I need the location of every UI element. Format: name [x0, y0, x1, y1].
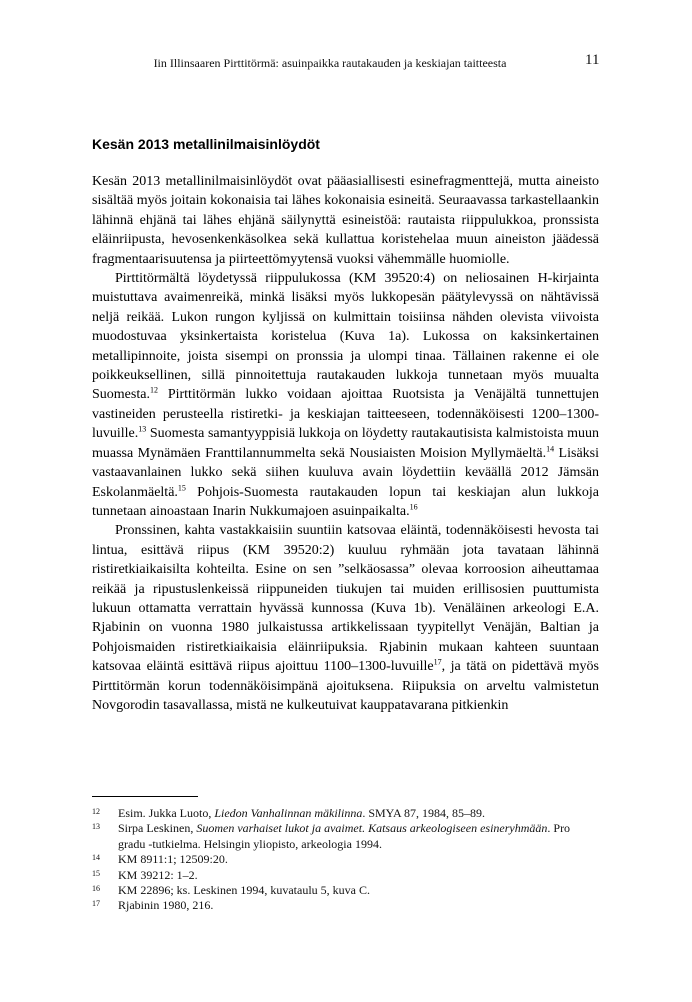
paragraph-2-text-c: Suomesta samantyyppisiä lukkoja on löydetty rautakautisista kalmistoista muun muassa Mynämäen Franttilannummelta sekä Nousiaisten Moision Myllymäeltä. [92, 426, 599, 461]
footnote-12 [92, 806, 600, 821]
footnote-14 [92, 852, 600, 867]
footnote-13 [92, 821, 600, 852]
paragraph-3-text-b: , ja tätä on pidettävä myös Pirttitörmän korun todennäköisimpänä ajoituksena. Riipuksia on arveltu valmistetun Novgorodin tasavallassa, mistä ne kulkeutuivat kauppatavarana pitkienkin [92, 659, 599, 713]
footnote-text: KM 8911:1; 12509:20. [118, 852, 228, 867]
footnote-text [118, 806, 600, 821]
footnote-title-italic: Suomen varhaiset lukot ja avaimet. Katsaus arkeologiseen esineryhmään [196, 821, 548, 836]
footnote-number: 14 [92, 853, 100, 863]
paragraph-2-text-e: Pohjois-Suomesta rautakauden lopun tai keskiajan alun lukkoja tunnetaan ainoastaan Inarin Nukkumajoen asuinpaikalta. [92, 484, 599, 519]
footnote-ref-12[interactable]: 12 [149, 385, 158, 395]
footnote-ref-16[interactable]: 16 [409, 502, 418, 512]
footnote-15 [92, 868, 600, 883]
footnote-17 [92, 898, 600, 913]
footnote-number: 15 [92, 868, 100, 878]
section-heading: Kesän 2013 metallinilmaisinlöydöt [92, 136, 320, 152]
footnote-ref-14[interactable]: 14 [546, 444, 555, 454]
paragraph-1: Kesän 2013 metallinilmaisinlöydöt ovat pääasiallisesti esinefragmenttejä, mutta aineisto sisältää myös joitain kokonaisia tai lähes kokonaisia esineitä. Seuraavassa tarkastellaankin lähinnä ehjänä tai lähes ehjänä säilynyttä esineistöä: rautaista riippulukkoa, pronssista eläinriipusta, hevosenkenkäsolkea sekä kullattua koristehelaa muun aineiston jäädessä fragmentaarisuutensa ja piirteettömyytensä vuoksi vähemmälle huomiolle. [92, 174, 599, 267]
paragraph-3-text-a: Pronssinen, kahta vastakkaisiin suuntiin katsovaa eläintä, todennäköisesti hevosta tai lintua, esittävä riipus (KM 39520:2) kuuluu ryhmään jota tavataan lähinnä ristiretkiaikaisilta kohteilta. Esine on sen ”selkäosassa” olevaa korroosion aiheuttamaa reikää ja ripustuslenkeissä riippuneiden tiukujen tai muiden erillisosien puuttumista lukuun ottamatta verrattain hyvässä kunnossa (Kuva 1b). Venäläinen arkeologi E.A. Rjabinin on vuonna 1980 julkaistussa artikkelissaan tyypitellyt Venäjän, Baltian ja Pohjoismaiden ristiretkiaikaisia eläinriipuksia. Rjabinin mukaan kahteen suuntaan katsovaa eläintä esittävä riipus ajoittuu 1100–1300-luvuille [92, 523, 599, 675]
footnotes [92, 806, 600, 914]
footnote-divider [92, 796, 198, 797]
paragraph-3 [92, 521, 599, 715]
footnote-ref-17[interactable]: 17 [433, 657, 442, 667]
running-title: Iin Illinsaaren Pirttitörmä: asuinpaikka rautakauden ja keskiajan taitteesta [153, 56, 507, 70]
footnote-text-plain: . Pro gradu -tutkielma. Helsingin yliopisto, arkeologia 1994. [118, 821, 571, 851]
footnote-number: 12 [92, 807, 100, 816]
paragraph-2-text-b: Pirttitörmän lukko voidaan ajoittaa Ruotsista ja Venäjältä tunnettujen vastineiden perusteella ristiretki- ja keskiajan taitteeseen, todennäköisesti 1200–1300-luvuille. [92, 387, 599, 442]
body-text [92, 172, 599, 715]
footnote-text-plain: Sirpa Leskinen, [118, 821, 197, 836]
footnote-number: 13 [92, 822, 100, 832]
footnote-text [118, 821, 600, 852]
footnote-ref-15[interactable]: 15 [177, 482, 186, 492]
footnote-title-italic: Liedon Vanhalinnan mäkilinna [214, 806, 363, 820]
footnote-text-plain: Esim. Jukka Luoto, [118, 806, 215, 820]
footnote-ref-13[interactable]: 13 [138, 424, 147, 434]
footnote-text-plain: . SMYA 87, 1984, 85–89. [362, 806, 486, 820]
footnote-text: Rjabinin 1980, 216. [118, 898, 214, 913]
footnote-text: KM 22896; ks. Leskinen 1994, kuvataulu 5, kuva C. [118, 883, 370, 898]
footnote-16 [92, 883, 600, 898]
paragraph-2 [92, 269, 599, 521]
footnote-number: 17 [92, 899, 100, 909]
footnote-text: KM 39212: 1–2. [118, 867, 198, 882]
page-number: 11 [585, 52, 600, 68]
paragraph-2-text-d: Lisäksi vastaavanlainen lukko sekä siihen kuuluva avain löydettiin keväällä 2012 Jämsän Eskolanmäeltä. [92, 445, 599, 500]
footnote-number: 16 [92, 884, 100, 894]
paragraph-2-text-a: Pirttitörmältä löydetyssä riippulukossa (KM 39520:4) on neliosainen H-kirjainta muistuttava avaimenreikä, minkä lisäksi myös lukkopesän päätylevyssä on nähtävissä neljä reikää. Lukon rungon kyljissä on kulmittain toisiinsa nähden olevista viivoista muodostuvaa yksinkertaista koristelua (Kuva 1a). Lukossa on kaksinkertainen metallipinnoite, joista sisempi on pronssia ja ulompi tinaa. Tällainen rakenne ei ole poikkeuksellinen, sillä pinnoitettuja rautakauden lukkoja tunnetaan myös muualta Suomesta. [92, 271, 599, 403]
